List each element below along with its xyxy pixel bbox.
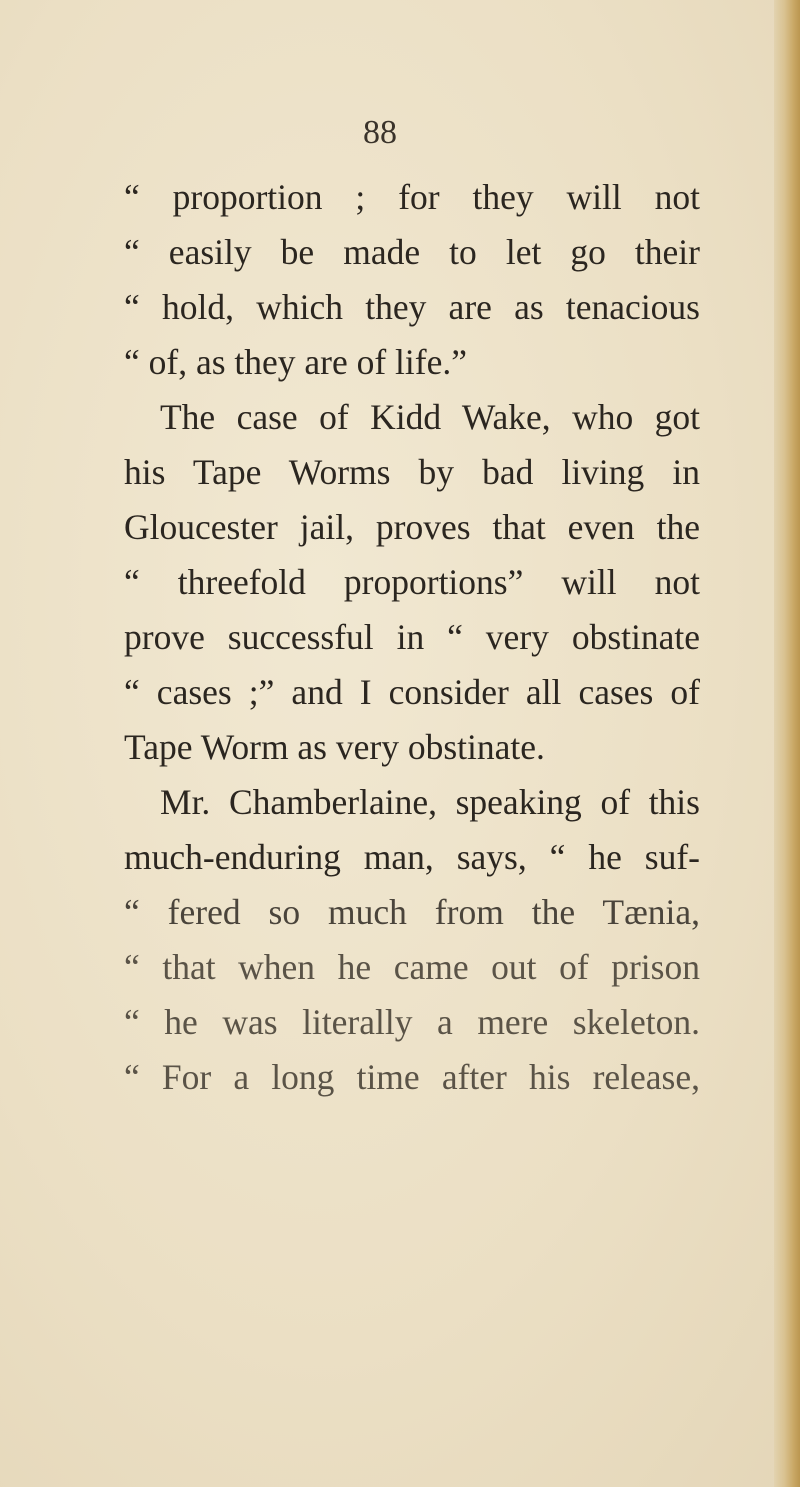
text-line: much-enduring man, says, “ he suf- bbox=[124, 837, 700, 877]
text-line: “ For a long time after his release, bbox=[124, 1057, 700, 1097]
text-line: “ threefold proportions” will not bbox=[124, 562, 700, 602]
body-text bbox=[124, 170, 700, 1105]
text-line: prove successful in “ very obstinate bbox=[124, 617, 700, 657]
page-edge bbox=[774, 0, 800, 1487]
text-line: The case of Kidd Wake, who got bbox=[160, 397, 700, 437]
text-line: “ easily be made to let go their bbox=[124, 232, 700, 272]
text-line: “ that when he came out of prison bbox=[124, 947, 700, 987]
text-line: “ fered so much from the Tænia, bbox=[124, 892, 700, 932]
page-number: 88 bbox=[363, 114, 397, 151]
text-line: “ hold, which they are as tenacious bbox=[124, 287, 700, 327]
text-line: Gloucester jail, proves that even the bbox=[124, 507, 700, 547]
text-line: “ proportion ; for they will not bbox=[124, 177, 700, 217]
text-line: Mr. Chamberlaine, speaking of this bbox=[160, 782, 700, 822]
text-line: “ of, as they are of life.” bbox=[124, 342, 467, 382]
text-line: his Tape Worms by bad living in bbox=[124, 452, 700, 492]
text-line: Tape Worm as very obstinate. bbox=[124, 727, 545, 767]
text-line: “ he was literally a mere skeleton. bbox=[124, 1002, 700, 1042]
text-line: “ cases ;” and I consider all cases of bbox=[124, 672, 700, 712]
